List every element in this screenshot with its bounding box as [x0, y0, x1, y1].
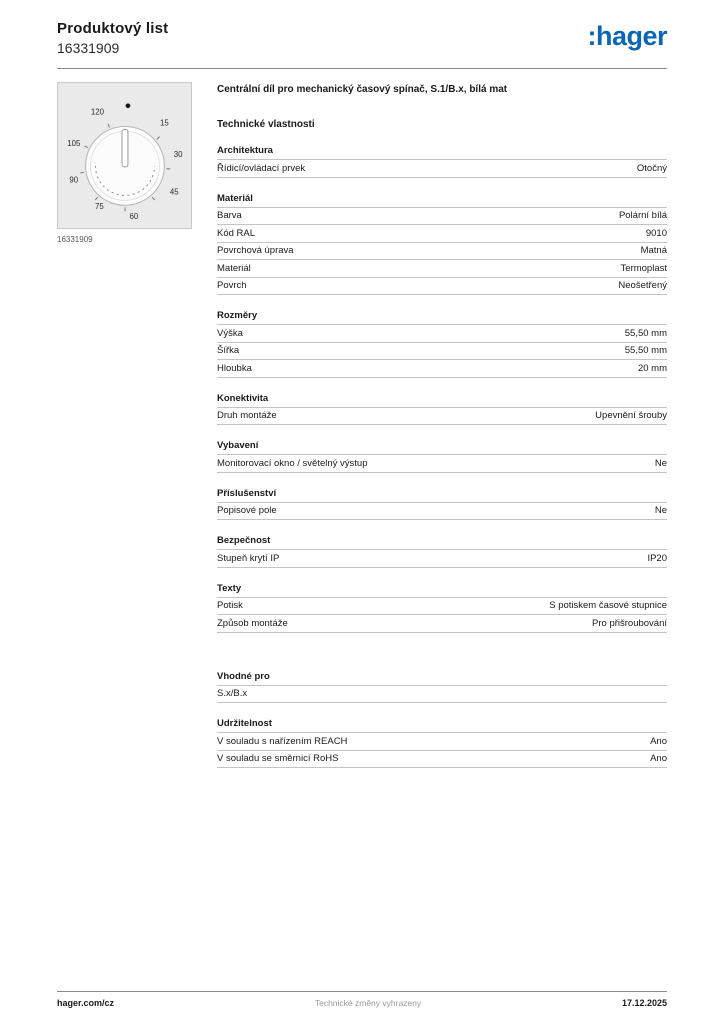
dial-tick: [95, 197, 98, 200]
spec-label: Druh montáže: [217, 410, 277, 421]
spec-value: Ano: [650, 753, 667, 764]
spec-row: [217, 160, 667, 178]
spec-section: [217, 310, 667, 378]
spec-row: [217, 455, 667, 473]
dial-number: 105: [67, 139, 81, 149]
footer: [57, 991, 667, 1008]
dial-tick: [108, 124, 109, 128]
spec-row: [217, 615, 667, 633]
dial-number: 45: [169, 187, 179, 197]
spec-row: [217, 751, 667, 769]
footer-date: 17.12.2025: [621, 998, 667, 1008]
spec-section-title: Vhodné pro: [217, 671, 667, 686]
spec-row: [217, 598, 667, 616]
spec-section-title: Příslušenství: [217, 488, 667, 503]
dial-number: 15: [160, 118, 169, 128]
spec-value: 20 mm: [637, 362, 667, 374]
spec-value: Matná: [640, 245, 667, 256]
spec-section: [217, 488, 667, 521]
spec-label: Stupeň krytí IP: [217, 552, 280, 564]
spec-value: Neošetřený: [618, 280, 667, 291]
spec-section-title: Texty: [217, 583, 667, 598]
spec-row: [217, 360, 667, 378]
dial-number: 60: [129, 212, 139, 222]
spec-value: Ne: [654, 457, 667, 469]
spec-label: S.x/B.x: [217, 688, 248, 699]
product-title: Centrální díl pro mechanický časový spínač, S.1/B.x, bílá mat: [217, 84, 508, 95]
footer-disclaimer: Technické změny vyhrazeny: [314, 998, 422, 1008]
spec-row: [217, 208, 667, 226]
spec-row: [217, 343, 667, 361]
spec-value: 55,50 mm: [624, 345, 667, 356]
image-caption: 16331909: [57, 235, 93, 244]
dial-number: 30: [173, 149, 183, 159]
product-image-box: [57, 82, 192, 229]
spec-section: [217, 440, 667, 473]
spec-label: V souladu se směrnicí RoHS: [217, 753, 339, 764]
spec-row: [217, 503, 667, 521]
spec-row: [217, 325, 667, 343]
dial-tick: [84, 146, 88, 148]
spec-label: Materiál: [217, 262, 251, 274]
dial-tick: [152, 197, 155, 200]
product-image-column: [57, 82, 192, 768]
spec-value: 55,50 mm: [624, 327, 667, 339]
spec-value: 9010: [645, 227, 667, 239]
spec-label: Hloubka: [217, 362, 252, 374]
spec-row: [217, 243, 667, 261]
spec-section: [217, 671, 667, 704]
spec-value: Upevnění šrouby: [595, 410, 667, 421]
spec-label: Kód RAL: [217, 227, 256, 239]
spec-section: [217, 145, 667, 178]
spec-section: [217, 393, 667, 426]
spec-column: [217, 82, 667, 768]
dial-zero-dot: [126, 103, 131, 108]
dial-tick: [157, 137, 160, 140]
spec-section-title: Rozměry: [217, 310, 667, 325]
spec-row: [217, 686, 667, 704]
dial-tick: [80, 172, 84, 173]
spec-value: IP20: [647, 552, 667, 564]
spec-label: Povrchová úprava: [217, 245, 294, 256]
header-product-id: 16331909: [57, 40, 120, 56]
spec-section-title: Architektura: [217, 145, 667, 160]
dial-number: 75: [94, 202, 104, 212]
specs-heading: Technické vlastnosti: [217, 119, 315, 130]
header: [57, 20, 667, 69]
spec-value: Ne: [654, 505, 667, 516]
doc-type-title: Produktový list: [57, 20, 169, 37]
spec-section: [217, 583, 667, 633]
spec-section-title: Udržitelnost: [217, 718, 667, 733]
footer-website-link[interactable]: hager.com/cz: [57, 998, 115, 1008]
spec-value: Termoplast: [620, 262, 667, 274]
spec-label: Povrch: [217, 280, 247, 291]
spec-value: Otočný: [636, 162, 667, 174]
timer-dial-image: [58, 83, 191, 228]
dial-number: 120: [90, 107, 104, 117]
spec-label: Řídicí/ovládací prvek: [217, 162, 306, 174]
dial-number: 90: [69, 175, 79, 185]
spec-section: [217, 718, 667, 768]
spec-value: Ano: [650, 735, 667, 747]
spec-section-title: Vybavení: [217, 440, 667, 455]
spec-row: [217, 733, 667, 751]
spec-row: [217, 278, 667, 296]
spec-label: V souladu s nařízením REACH: [217, 735, 348, 747]
hager-logo: :hager: [587, 21, 667, 51]
spec-label: Monitorovací okno / světelný výstup: [217, 457, 368, 469]
spec-section-title: Konektivita: [217, 393, 667, 408]
spec-label: Výška: [217, 327, 243, 339]
dial-pointer: [122, 129, 128, 166]
spec-section: [217, 193, 667, 296]
spec-label: Potisk: [217, 600, 243, 611]
spec-value: Polární bílá: [618, 210, 667, 221]
spec-section: [217, 535, 667, 568]
spec-section-title: Bezpečnost: [217, 535, 667, 550]
spec-label: Popisové pole: [217, 505, 277, 516]
spec-value: S potiskem časové stupnice: [549, 600, 667, 611]
spec-label: Šířka: [217, 345, 240, 356]
spec-label: Způsob montáže: [217, 617, 288, 629]
spec-row: [217, 550, 667, 568]
spec-row: [217, 260, 667, 278]
spec-row: [217, 408, 667, 426]
spec-sections: [217, 145, 667, 768]
content: [57, 82, 667, 768]
spec-section-title: Materiál: [217, 193, 667, 208]
spec-label: Barva: [217, 210, 242, 221]
spec-row: [217, 225, 667, 243]
spec-value: Pro přišroubování: [592, 617, 667, 629]
header-left: [57, 20, 168, 56]
